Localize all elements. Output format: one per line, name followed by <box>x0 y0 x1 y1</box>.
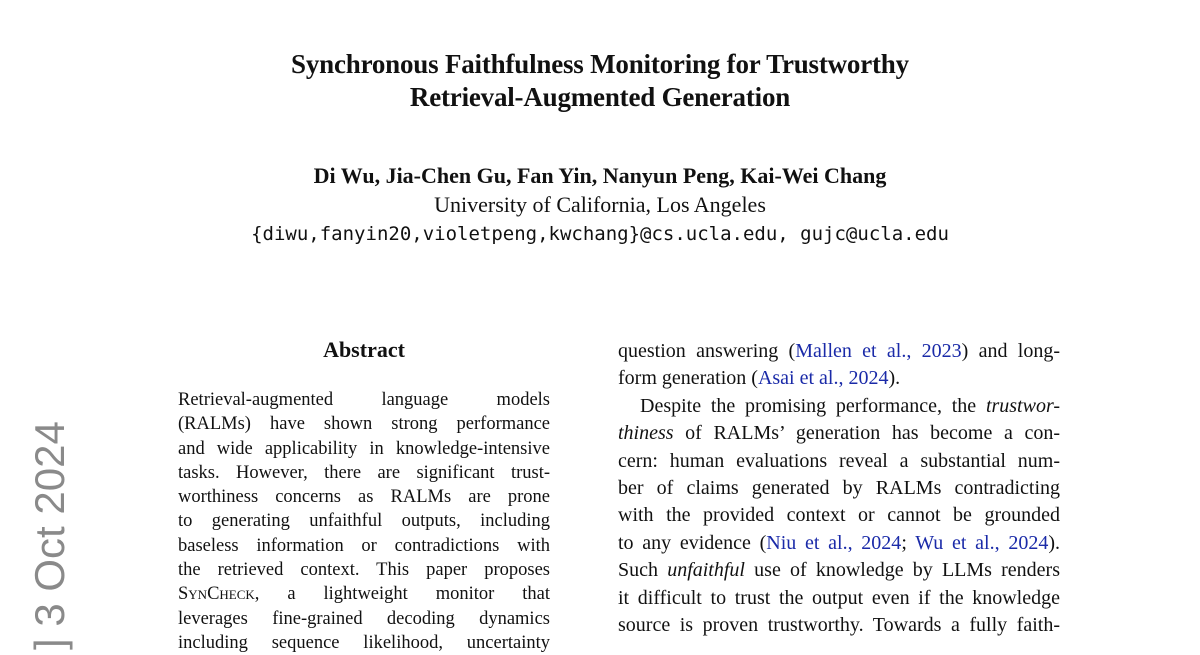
title-line-1: Synchronous Faithfulness Monitoring for Trustworthy <box>291 49 909 79</box>
text: ). <box>888 367 901 390</box>
citation-link[interactable]: Mallen et al., 2023 <box>795 340 962 362</box>
citation-link[interactable]: Wu et al., 2024 <box>915 531 1049 554</box>
intro-line: ber of claims generated by RALMs contradicting <box>618 476 1060 499</box>
author-list: Di Wu, Jia-Chen Gu, Fan Yin, Nanyun Peng, Kai-Wei Chang <box>313 163 887 188</box>
paper-title <box>0 48 1200 114</box>
text: ; <box>901 531 916 554</box>
emphasis: unfaithful <box>667 559 745 582</box>
abstract-line: leverages fine-grained decoding dynamics <box>178 608 550 629</box>
text: ) and long- <box>961 340 1060 362</box>
citation-link[interactable]: Niu et al., 2024 <box>766 531 902 554</box>
intro-line <box>618 420 1060 447</box>
intro-line <box>618 338 1060 365</box>
abstract-line: tasks. However, there are significant trust- <box>178 462 550 483</box>
arxiv-side-stamp: ] 3 Oct 2024 <box>26 421 73 650</box>
text: Such <box>618 559 668 582</box>
abstract-line: the retrieved context. This paper proposes <box>178 560 550 581</box>
abstract-line: baseless information or contradictions with <box>178 535 550 556</box>
method-name: SynCheck <box>178 584 255 605</box>
text: of RALMs’ generation has become a con- <box>673 422 1060 445</box>
intro-line: with the provided context or cannot be grounded <box>618 504 1060 527</box>
abstract-line <box>178 582 550 606</box>
text: ). <box>1048 531 1060 554</box>
text: Despite the promising performance, the <box>640 394 986 417</box>
abstract-line-text: a lightweight monitor that <box>287 584 550 605</box>
method-name-suffix: , <box>254 584 260 605</box>
intro-line <box>618 530 1060 557</box>
text: use of knowledge by LLMs renders <box>744 559 1061 582</box>
intro-column <box>618 338 1060 639</box>
abstract-heading: Abstract <box>323 337 405 362</box>
emphasis: trustwor- <box>985 394 1060 417</box>
abstract-line: Retrieval-augmented language models <box>178 390 550 410</box>
intro-line <box>618 365 1060 392</box>
author-emails: {diwu,fanyin20,violetpeng,kwchang}@cs.ucla.edu, gujc@ucla.edu <box>251 223 949 245</box>
abstract-line: and wide applicability in knowledge-intensive <box>178 438 550 459</box>
abstract-line: to generating unfaithful outputs, including <box>178 511 550 532</box>
intro-line <box>618 557 1060 584</box>
abstract-body <box>178 388 550 655</box>
citation-link[interactable]: Asai et al., 2024 <box>757 367 889 390</box>
abstract-line: worthiness concerns as RALMs are prone <box>178 487 550 508</box>
title-line-2: Retrieval-Augmented Generation <box>409 82 791 112</box>
intro-line: cern: human evaluations reveal a substantial num- <box>618 449 1060 472</box>
abstract-line: (RALMs) have shown strong performance <box>178 414 550 435</box>
intro-line <box>618 393 1060 420</box>
intro-line: source is proven trustworthy. Towards a fully faith- <box>618 613 1060 636</box>
text: question answering ( <box>618 340 796 362</box>
affiliation: University of California, Los Angeles <box>434 192 766 217</box>
intro-line: it difficult to trust the output even if the knowledge <box>618 586 1060 609</box>
abstract-line: including sequence likelihood, uncertainty <box>178 632 550 653</box>
text: form generation ( <box>618 367 758 390</box>
emphasis: thiness <box>618 422 674 445</box>
text: to any evidence ( <box>618 531 767 554</box>
